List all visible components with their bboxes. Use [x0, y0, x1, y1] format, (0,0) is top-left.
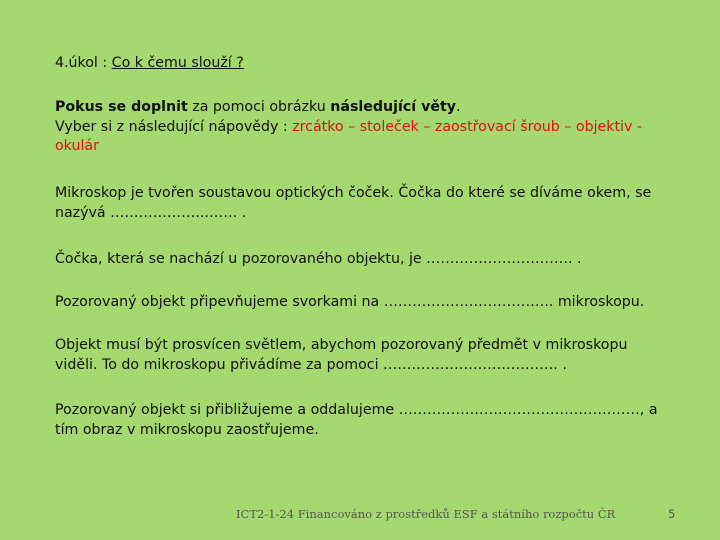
sentence-5: Pozorovaný objekt si přibližujeme a oddalujeme ……………………………………………, a tím obraz v mikroskopu zaostřujeme. — [55, 402, 658, 438]
instruction-line-2 — [55, 118, 665, 157]
instructions — [55, 98, 665, 157]
footer-text: ICT2-1-24 Financováno z prostředků ESF a státního rozpočtu ČR — [236, 507, 616, 521]
hint-prefix: Vyber si z následující nápovědy : — [55, 118, 293, 135]
instruction-bold-a: Pokus se doplnit — [55, 99, 188, 115]
instruction-bold-b: následující věty — [330, 99, 456, 115]
sentence-3: Pozorovaný objekt připevňujeme svorkami na ……………….…………….. mikroskopu. — [55, 294, 645, 310]
task-question: Co k čemu slouží ? — [111, 55, 244, 71]
instruction-end: . — [456, 99, 461, 115]
task-title — [55, 54, 665, 74]
instruction-line-1 — [55, 98, 665, 118]
sentence-4: Objekt musí být prosvícen světlem, abychom pozorovaný předmět v mikroskopu viděli. To do mikroskopu přivádíme za pomoci ………………………………. . — [55, 337, 628, 373]
task-label: 4.úkol : — [55, 55, 112, 71]
instruction-normal: za pomoci obrázku — [187, 99, 331, 115]
page-number: 5 — [668, 507, 676, 521]
sentence-2: Čočka, která se nachází u pozorovaného objektu, je …………………………. . — [55, 251, 582, 267]
hint-list: zrcátko – stoleček – zaostřovací šroub – objektiv - okulár — [55, 118, 643, 154]
sentence-1: Mikroskop je tvořen soustavou optických čoček. Čočka do které se díváme okem, se nazývá ………………..……. . — [55, 185, 652, 221]
